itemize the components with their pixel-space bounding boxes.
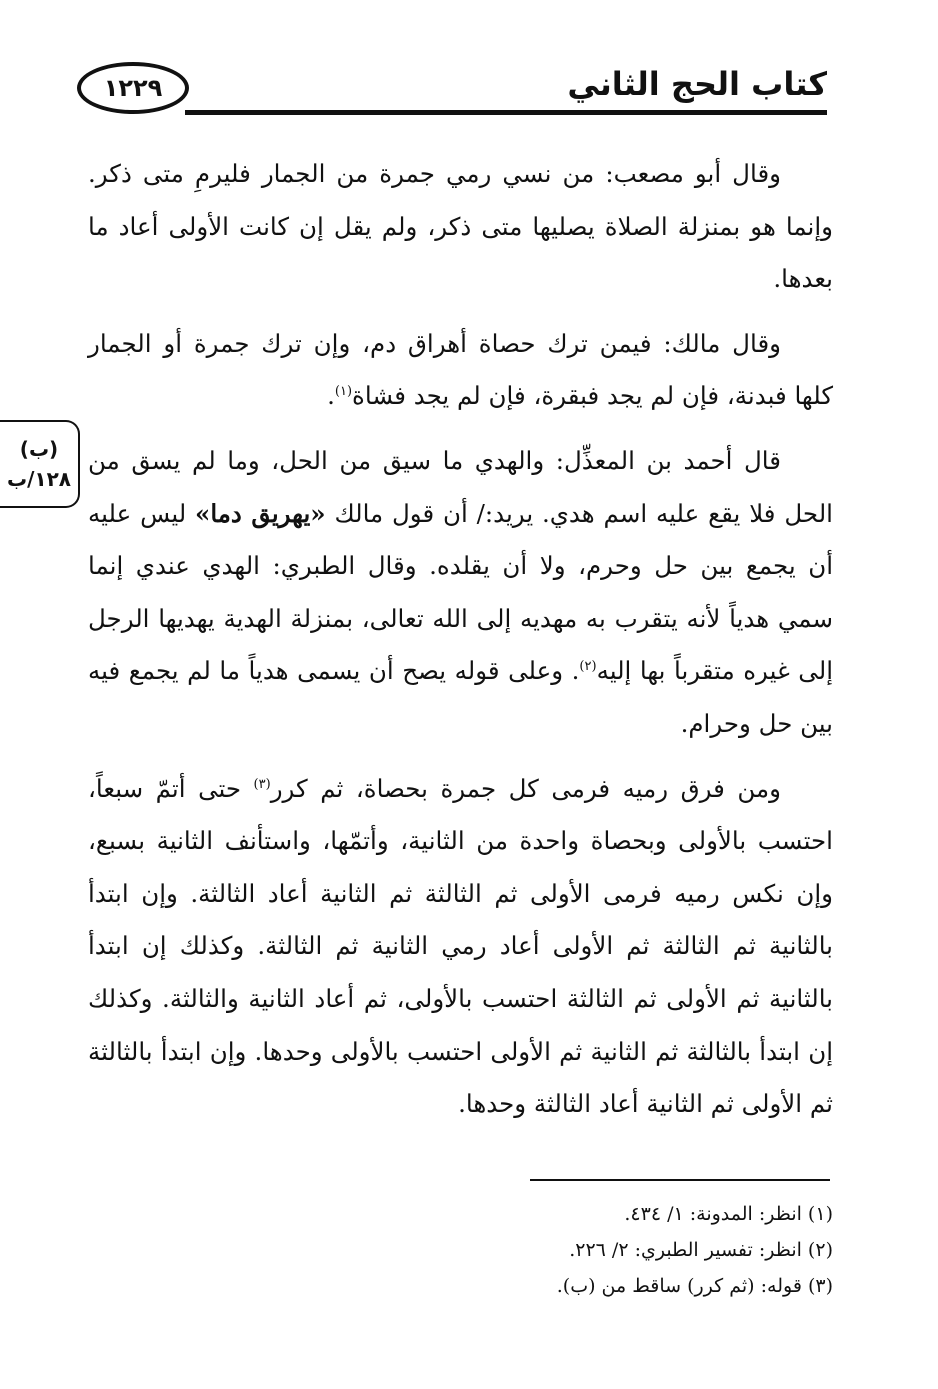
paragraph-3 bbox=[88, 435, 833, 751]
footnote-3: (٣) قوله: (ثم كرر) ساقط من (ب). bbox=[556, 1275, 833, 1297]
book-title: كتاب الحج الثاني bbox=[567, 65, 827, 103]
margin-note-line2: ١٢٨/ب bbox=[6, 467, 72, 491]
paragraph-1-text: وقال أبو مصعب: من نسي رمي جمرة من الجمار فليرمِ متى ذكر. وإنما هو بمنزلة الصلاة يصليها متى ذكر، ولم يقل إن كانت الأولى أعاد ما بعدها. bbox=[88, 159, 833, 294]
footnotes bbox=[353, 1196, 833, 1304]
paragraph-3-text-c: . وعلى قوله يصح أن يسمى هدياً ما لم يجمع فيه بين حل وحرام. bbox=[88, 656, 833, 738]
footnote-ref-3: (٣) bbox=[253, 776, 271, 792]
manuscript-margin-note bbox=[0, 420, 80, 508]
footnote-ref-1: (١) bbox=[334, 384, 353, 400]
page-number-oval bbox=[77, 62, 189, 114]
paragraph-2 bbox=[88, 318, 833, 423]
header-rule bbox=[185, 110, 827, 115]
main-text bbox=[88, 148, 833, 1143]
footnote-1: (١) انظر: المدونة: ١/ ٤٣٤. bbox=[624, 1203, 833, 1225]
margin-note-line1: (ب) bbox=[19, 437, 59, 461]
paragraph-2-text-b: . bbox=[327, 381, 335, 411]
paragraph-4-text-b: حتى أتمّ سبعاً، احتسب بالأولى وبحصاة واحدة من الثانية، وأتمّها، واستأنف الثانية بسبع، وإن نكس رميه فرمى الأولى ثم الثالثة ثم الثانية أعاد الثالثة. وإن ابتدأ بالثانية ثم الثالثة ثم الأولى أعاد رمي الثانية ثم الثالثة. وكذلك إن ابتدأ بالثانية ثم الأولى ثم الثالثة احتسب بالأولى، ثم أعاد الثانية والثالثة. وكذلك إن ابتدأ بالثالثة ثم الثانية ثم الأولى احتسب بالأولى وحدها. وإن ابتدأ بالثالثة ثم الأولى ثم الثانية أعاد الثالثة وحدها. bbox=[88, 773, 833, 1119]
paragraph-3-text-a: قال أحمد بن المعذِّل: والهدي ما سيق من الحل، وما لم يسق من الحل فلا يقع عليه اسم هدي. يريد:/ أن قول مالك bbox=[88, 445, 833, 528]
paragraph-4-text-a: ومن فرق رميه فرمى كل جمرة بحصاة، ثم كرر bbox=[270, 773, 781, 803]
footnote-2: (٢) انظر: تفسير الطبري: ٢/ ٢٢٦. bbox=[569, 1239, 833, 1261]
paragraph-1 bbox=[88, 148, 833, 306]
page-header bbox=[75, 58, 827, 120]
footnote-rule bbox=[530, 1179, 830, 1181]
footnote-ref-2: (٢) bbox=[579, 659, 597, 675]
paragraph-2-text-a: وقال مالك: فيمن ترك حصاة أهراق دم، وإن ترك جمرة أو الجمار كلها فبدنة، فإن لم يجد فبقرة، فإن لم يجد فشاة bbox=[88, 328, 833, 411]
paragraph-4 bbox=[88, 763, 833, 1131]
page-number: ١٢٢٩ bbox=[103, 74, 163, 102]
paragraph-3-text-b: ليس عليه أن يجمع بين حل وحرم، ولا أن يقلده. وقال الطبري: الهدي عندي إنما سمي هدياً لأنه يتقرب به مهديه إلى الله تعالى، بمنزلة الهدية يهديها الرجل إلى غيره متقرباً بها إليه bbox=[88, 498, 833, 686]
quoted-phrase: «يهريق دما» bbox=[195, 498, 326, 528]
